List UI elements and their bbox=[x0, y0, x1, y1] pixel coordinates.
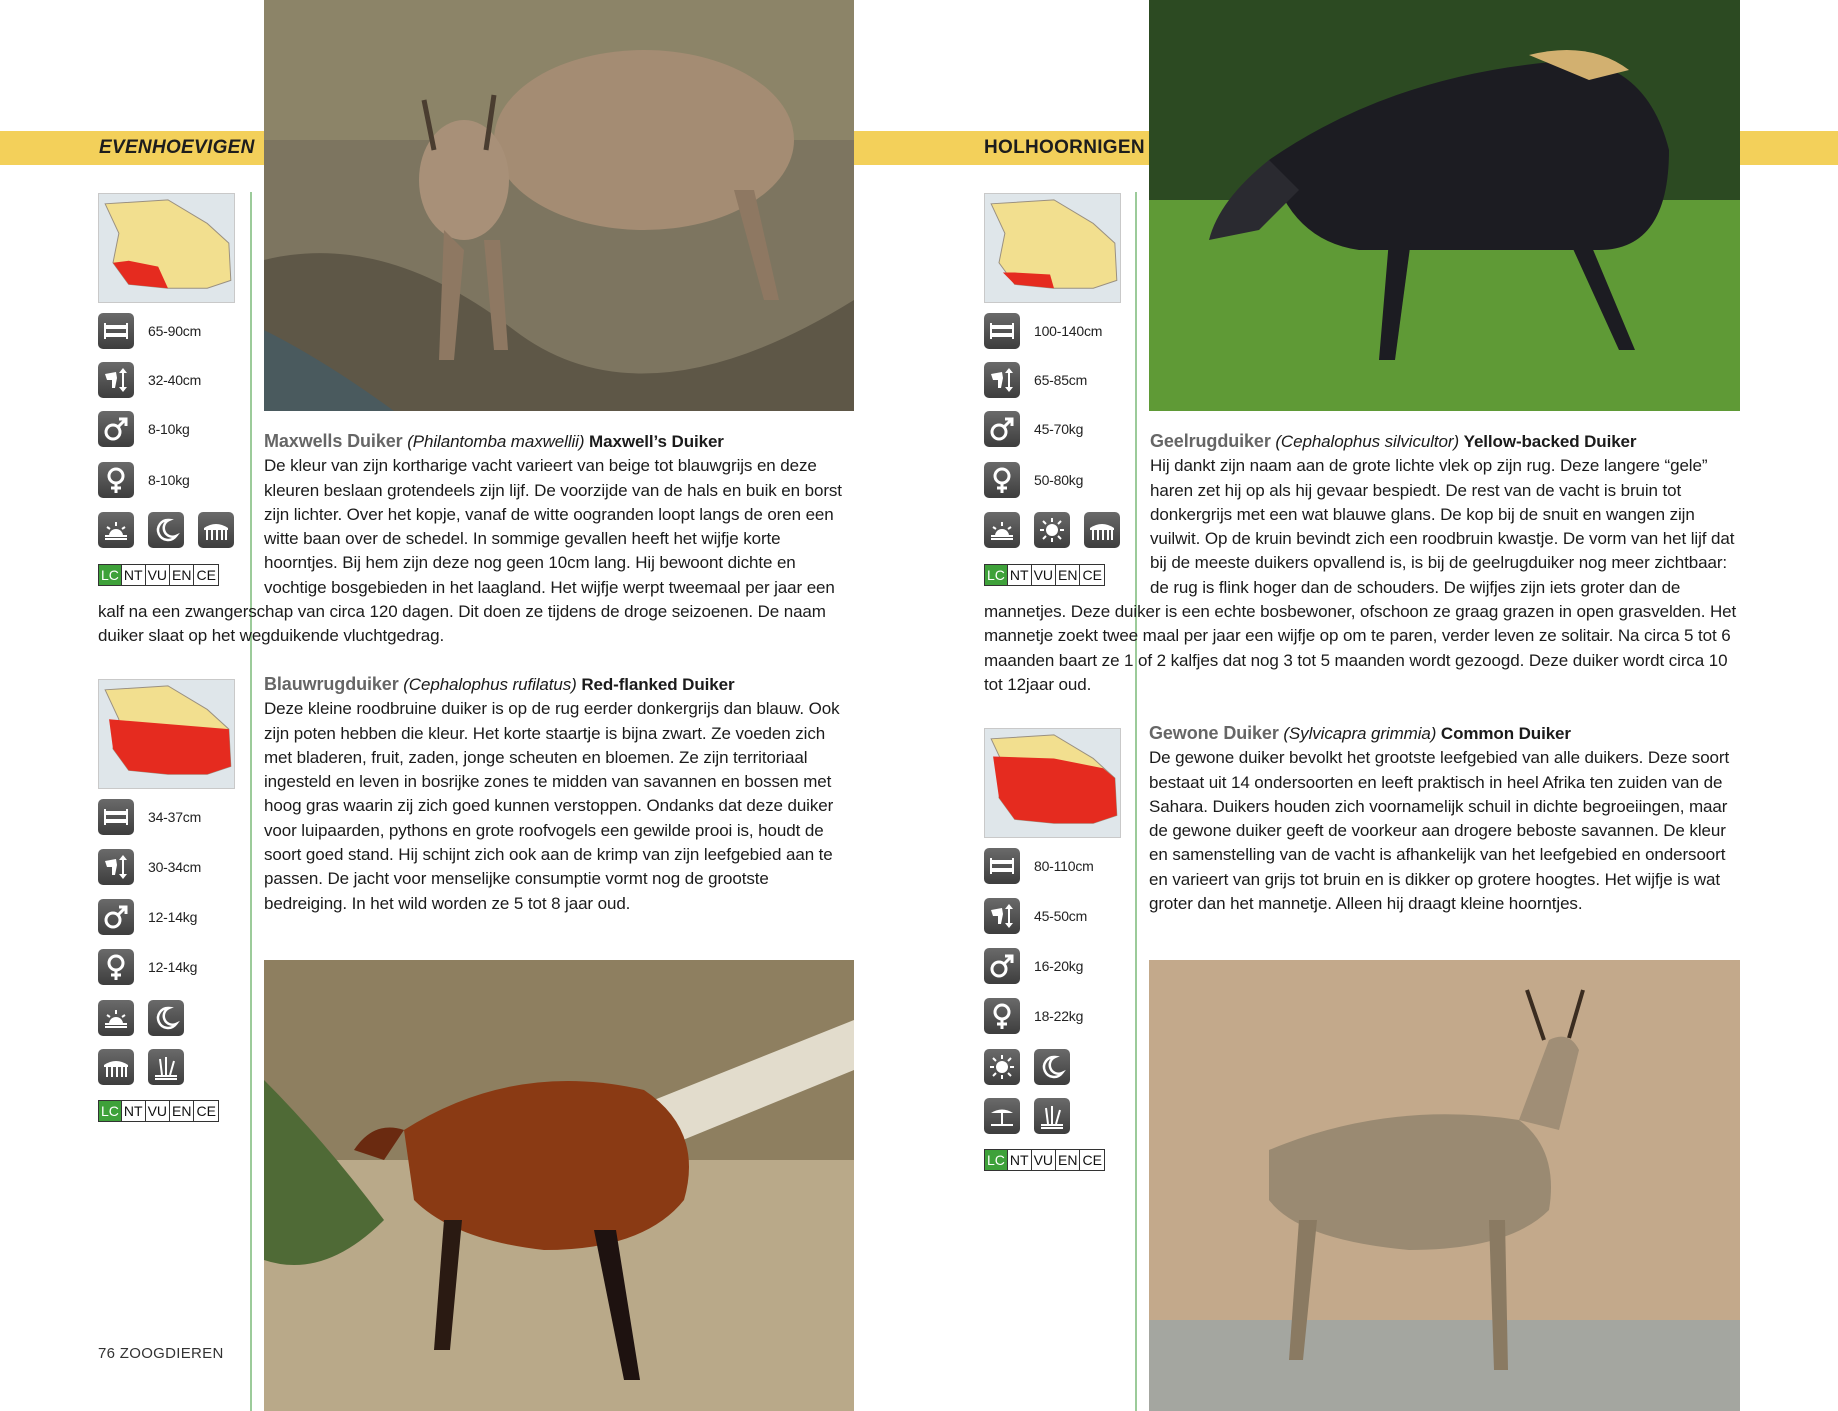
length-icon bbox=[984, 848, 1020, 884]
night-icon bbox=[148, 1000, 184, 1036]
iucn-nt: NT bbox=[1008, 565, 1032, 585]
page-number: 76 bbox=[98, 1345, 116, 1362]
stat-height-value: 32-40cm bbox=[148, 372, 202, 388]
sun-icon bbox=[984, 1049, 1020, 1085]
iucn-ce: CE bbox=[1082, 1152, 1102, 1168]
female-icon bbox=[984, 998, 1020, 1034]
iucn-en: EN bbox=[1056, 1150, 1080, 1170]
stat-length bbox=[98, 314, 201, 348]
species-name-en: Red-flanked Duiker bbox=[581, 675, 735, 694]
stat-height-value: 45-50cm bbox=[1034, 908, 1088, 924]
species-description: De kleur van zijn kortharige vacht varieert van beige tot blauwgrijs en deze kleuren beslaan grotendeels zijn lijf. De voorzijde van de hals en buik en borst zijn lichter. Over het kopje, vanaf de witte oogranden loopt langs de oren een witte baan over de schedel. In sommige gevallen heeft het wijfje korte hoorntjes. Bij hem zijn deze nog geen 10cm lang. Hij bewoont dichte en vochtige bosgebieden in het laagland. Het wijfje werpt tweemaal per jaar een kalf na een zwangerschap van circa 120 dagen. Dit doen ze tijdens de droge seizoenen. De naam duiker slaat op het wegduikende vluchtgedrag. bbox=[98, 456, 842, 646]
activity-icons bbox=[984, 1049, 1084, 1085]
photo-maxwells-duiker bbox=[264, 0, 854, 411]
species-text-gewone-duiker bbox=[1149, 721, 1740, 916]
species-heading bbox=[264, 672, 854, 697]
iucn-vu: VU bbox=[1032, 1150, 1056, 1170]
page-footer bbox=[98, 1345, 224, 1362]
section-title-right: HOLHOORNIGEN bbox=[984, 137, 1145, 158]
wetland-icon bbox=[148, 1049, 184, 1085]
stat-length bbox=[984, 314, 1102, 348]
stat-female-weight-value: 12-14kg bbox=[148, 959, 198, 975]
iucn-vu: VU bbox=[1032, 565, 1056, 585]
iucn-vu: VU bbox=[146, 1101, 170, 1121]
length-icon bbox=[984, 313, 1020, 349]
stat-height-value: 65-85cm bbox=[1034, 372, 1088, 388]
iucn-lc: LC bbox=[99, 1101, 122, 1121]
species-description: Hij dankt zijn naam aan de grote lichte vlek op zijn rug. Deze langere “gele” haren zet hij op als hij gevaar bespiedt. De rest van de vacht is bruin tot donkergrijs met een wat blauwe glans. De kop bij de snuit en wangen zijn vuilwit. Op de kruin bevindt zich een roodbruin kwastje. De vorm van het lijf dat bij de meeste duikers opvallend is, is bij de geelrugduiker nog meer zichtbaar: de rug is flink hoger dan de schouders. De wijfjes zijn iets groter dan de mannetjes. Deze duiker is een echte bosbewoner, ofschoon ze graag grazen in open grasvelden. Het mannetje zoekt twee maal per jaar een wijfje op om te paren, verder leven ze solitair. Na circa 5 tot 6 maanden baart ze 1 of 2 kalfjes dat nog 3 tot 5 maanden wordt gezoogd. Deze duiker wordt circa 10 tot 12jaar oud. bbox=[984, 456, 1737, 694]
female-icon bbox=[98, 949, 134, 985]
stat-male-weight-value: 16-20kg bbox=[1034, 958, 1084, 974]
stat-female-weight bbox=[98, 950, 197, 984]
photo-geelrugduiker bbox=[1149, 0, 1740, 411]
stat-length bbox=[98, 800, 201, 834]
iucn-en: EN bbox=[1056, 565, 1080, 585]
range-map-geelrugduiker bbox=[984, 193, 1121, 303]
species-text-geelrugduiker bbox=[984, 429, 1740, 697]
stat-length-value: 65-90cm bbox=[148, 323, 202, 339]
range-map-gewone-duiker bbox=[984, 728, 1121, 838]
footer-section: ZOOGDIEREN bbox=[119, 1345, 224, 1362]
stat-female-weight-value: 18-22kg bbox=[1034, 1008, 1084, 1024]
stat-length-value: 80-110cm bbox=[1034, 858, 1094, 874]
species-heading bbox=[1149, 721, 1740, 746]
stat-height bbox=[98, 850, 201, 884]
wetland-icon bbox=[1034, 1098, 1070, 1134]
range-map-maxwells-duiker bbox=[98, 193, 235, 303]
habitat-icons bbox=[984, 1098, 1084, 1134]
stat-height bbox=[98, 363, 201, 397]
stat-height bbox=[984, 363, 1087, 397]
column-rule-right bbox=[1135, 192, 1137, 1411]
stat-male-weight bbox=[984, 949, 1083, 983]
forest-icon bbox=[98, 1049, 134, 1085]
height-icon bbox=[98, 849, 134, 885]
iucn-ce: CE bbox=[196, 1103, 216, 1119]
stat-length-value: 100-140cm bbox=[1034, 323, 1103, 339]
section-band-right bbox=[1740, 131, 1838, 165]
height-icon bbox=[984, 898, 1020, 934]
species-text-maxwells-duiker bbox=[98, 429, 854, 649]
species-name-scientific: (Philantomba maxwellii) bbox=[407, 432, 585, 451]
iucn-vu: VU bbox=[146, 565, 170, 585]
photo-blauwrugduiker bbox=[264, 960, 854, 1411]
stat-length-value: 34-37cm bbox=[148, 809, 202, 825]
habitat-icons bbox=[98, 1049, 198, 1085]
stat-female-weight bbox=[984, 999, 1083, 1033]
activity-icons bbox=[98, 1000, 198, 1036]
iucn-lc: LC bbox=[985, 565, 1008, 585]
iucn-en: EN bbox=[170, 1101, 194, 1121]
iucn-en: EN bbox=[170, 565, 194, 585]
iucn-status bbox=[984, 1149, 1105, 1171]
height-icon bbox=[984, 362, 1020, 398]
male-icon bbox=[98, 899, 134, 935]
iucn-ce: CE bbox=[196, 567, 216, 583]
species-name-nl: Maxwells Duiker bbox=[264, 431, 403, 451]
iucn-status bbox=[98, 1100, 219, 1122]
stat-height-value: 30-34cm bbox=[148, 859, 202, 875]
species-name-en: Common Duiker bbox=[1440, 724, 1571, 743]
section-title-left: EVENHOEVIGEN bbox=[99, 137, 255, 158]
stat-female-weight-value: 50-80kg bbox=[1034, 472, 1084, 488]
photo-gewone-duiker bbox=[1149, 960, 1740, 1411]
twilight-icon bbox=[98, 1000, 134, 1036]
species-name-scientific: (Sylvicapra grimmia) bbox=[1283, 724, 1437, 743]
iucn-nt: NT bbox=[122, 1101, 146, 1121]
male-icon bbox=[984, 948, 1020, 984]
species-description: Deze kleine roodbruine duiker is op de rug eerder donkergrijs dan blauw. Ook zijn poten hebben die kleur. Het korte staartje is bijna zwart. Ze voeden zich met bladeren, fruit, zaden, jonge scheuten en bloemen. Ze zijn territoriaal ingesteld en leven in bosrijke zones te midden van savannen en bossen met hoog gras waarin zij zich goed kunnen verstoppen. Ondanks dat deze duiker voor luipaarden, pythons en grote roofvogels een gewilde prooi is, houdt de soort goed stand. Hij schijnt zich ook aan de krimp van zijn leefgebied aan te passen. De jacht voor menselijke consumptie vormt nog de grootste bedreiging. In het wild worden ze 5 tot 8 jaar oud. bbox=[264, 699, 840, 913]
species-description: De gewone duiker bevolkt het grootste leefgebied van alle duikers. Deze soort bestaat uit 14 ondersoorten en leeft praktisch in heel Afrika ten zuiden van de Sahara. Duikers houden zich voornamelijk schuil in dichte begroeiingen, maar de gewone duiker geeft de voorkeur aan drogere beboste savannen. De kleur en samenstelling van de vacht is afhankelijk van het leefgebied en ondersoort en varieert van grijs tot bruin en is dikker op grotere hoogtes. Het wijfje is wat groter dan het mannetje. Alleen hij draagt kleine hoorntjes. bbox=[1149, 748, 1730, 914]
column-rule-left bbox=[250, 192, 252, 1411]
species-name-nl: Geelrugduiker bbox=[1150, 431, 1271, 451]
stat-female-weight-value: 8-10kg bbox=[148, 472, 190, 488]
stat-height bbox=[984, 899, 1087, 933]
stat-male-weight-value: 45-70kg bbox=[1034, 421, 1084, 437]
iucn-nt: NT bbox=[122, 565, 146, 585]
species-name-nl: Blauwrugduiker bbox=[264, 674, 399, 694]
height-icon bbox=[98, 362, 134, 398]
species-name-scientific: (Cephalophus silvicultor) bbox=[1275, 432, 1460, 451]
stat-length bbox=[984, 849, 1094, 883]
iucn-lc: LC bbox=[99, 565, 122, 585]
range-map-blauwrugduiker bbox=[98, 679, 235, 789]
iucn-lc: LC bbox=[985, 1150, 1008, 1170]
savanna-icon bbox=[984, 1098, 1020, 1134]
species-name-en: Yellow-backed Duiker bbox=[1463, 432, 1637, 451]
length-icon bbox=[98, 313, 134, 349]
stat-male-weight-value: 8-10kg bbox=[148, 421, 190, 437]
stat-male-weight-value: 12-14kg bbox=[148, 909, 198, 925]
iucn-nt: NT bbox=[1008, 1150, 1032, 1170]
species-name-scientific: (Cephalophus rufilatus) bbox=[403, 675, 577, 694]
night-icon bbox=[1034, 1049, 1070, 1085]
length-icon bbox=[98, 799, 134, 835]
species-text-blauwrugduiker bbox=[264, 672, 854, 916]
stat-male-weight bbox=[98, 900, 197, 934]
iucn-ce: CE bbox=[1082, 567, 1102, 583]
species-name-en: Maxwell’s Duiker bbox=[589, 432, 724, 451]
species-name-nl: Gewone Duiker bbox=[1149, 723, 1279, 743]
